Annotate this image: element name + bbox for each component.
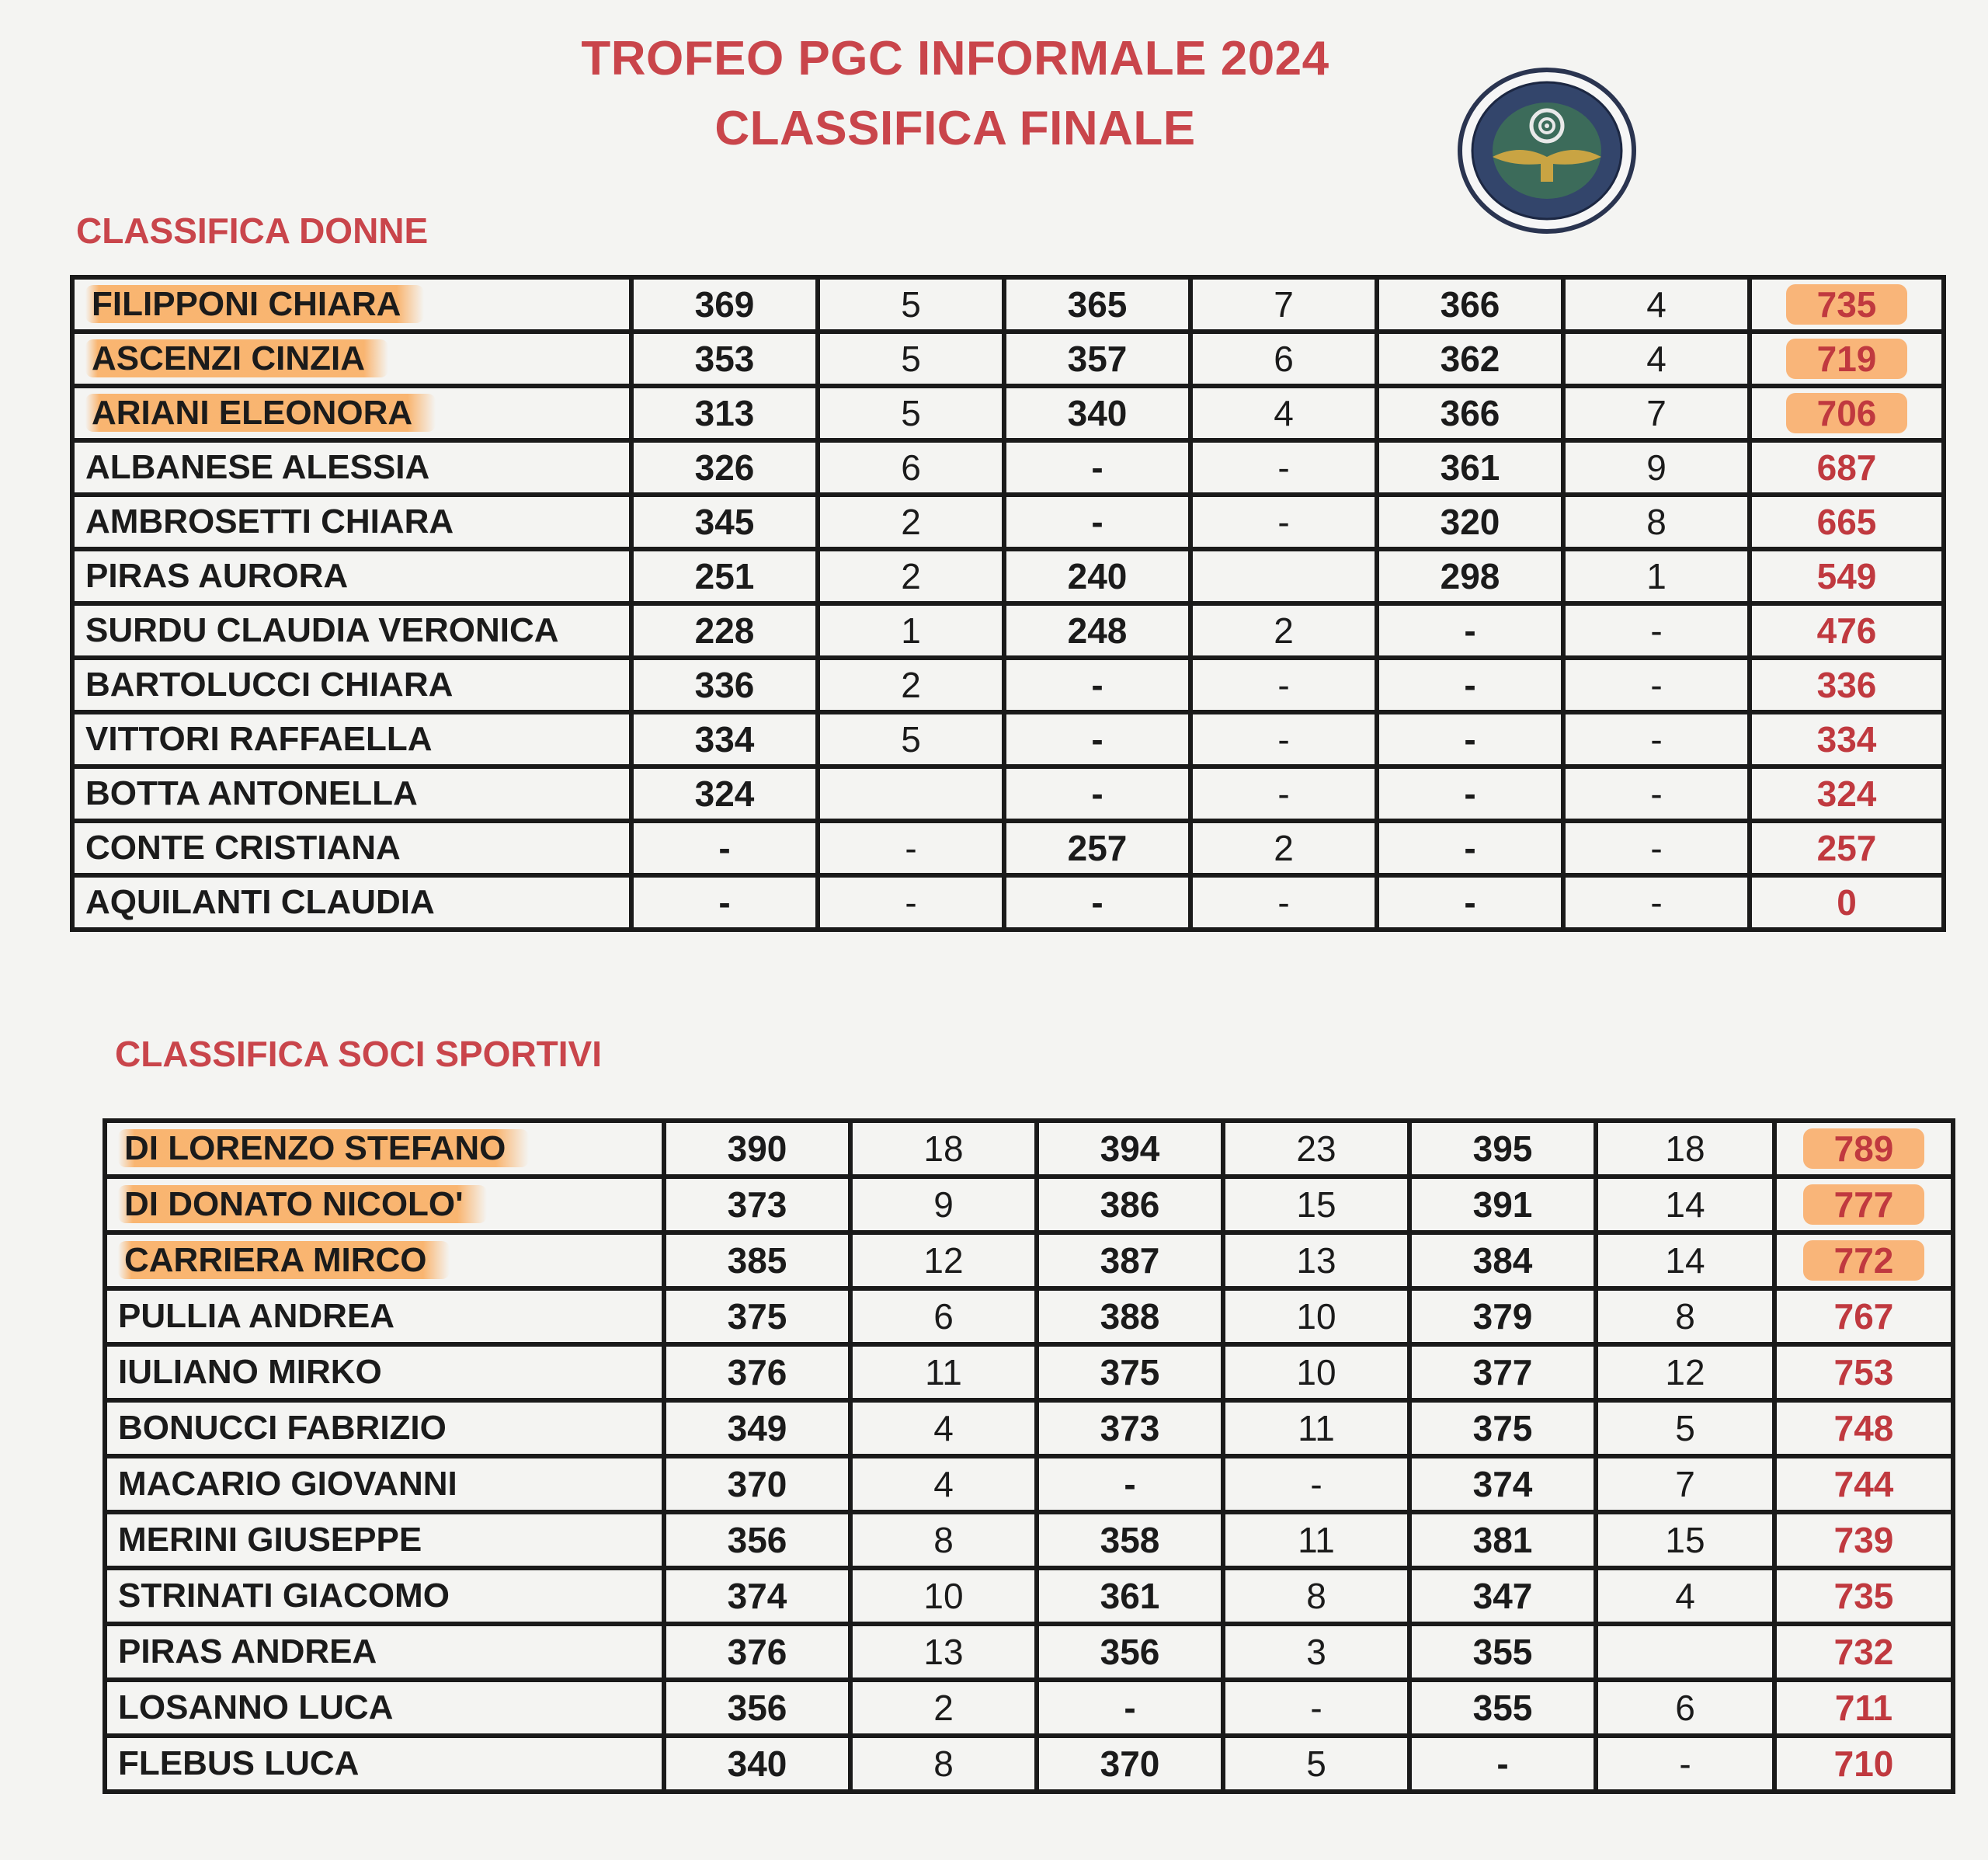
- athlete-name: SURDU CLAUDIA VERONICA: [85, 611, 559, 649]
- x-count-cell: [1596, 1624, 1774, 1680]
- document-subtitle: CLASSIFICA FINALE: [714, 102, 1196, 155]
- x-count-cell: 5: [818, 386, 1004, 440]
- score-cell: 379: [1409, 1288, 1596, 1344]
- total-value: 748: [1833, 1408, 1894, 1448]
- athlete-name-cell: [72, 495, 631, 549]
- x-count-cell: 12: [1596, 1344, 1774, 1400]
- x-count-cell: 5: [1223, 1736, 1409, 1792]
- score-cell: -: [1377, 821, 1563, 875]
- total-value: 476: [1816, 610, 1877, 651]
- total-cell: [1750, 440, 1944, 495]
- score-cell: 373: [664, 1177, 850, 1232]
- x-count-cell: 9: [850, 1177, 1037, 1232]
- x-count-cell: [818, 767, 1004, 821]
- score-cell: 240: [1004, 549, 1190, 603]
- score-cell: -: [1004, 875, 1190, 930]
- score-cell: 387: [1037, 1232, 1223, 1288]
- total-cell: [1750, 332, 1944, 386]
- athlete-name: AMBROSETTI CHIARA: [85, 502, 454, 541]
- athlete-name-cell: [72, 277, 631, 332]
- athlete-name: ARIANI ELEONORA: [85, 394, 436, 432]
- score-cell: 334: [631, 712, 818, 767]
- athlete-name-cell: [105, 1512, 664, 1568]
- score-cell: 336: [631, 658, 818, 712]
- athlete-name-cell: [105, 1680, 664, 1736]
- x-count-cell: 7: [1190, 277, 1377, 332]
- x-count-cell: -: [1190, 658, 1377, 712]
- athlete-name-cell: [105, 1344, 664, 1400]
- x-count-cell: -: [1190, 712, 1377, 767]
- athlete-name-cell: [72, 440, 631, 495]
- x-count-cell: 15: [1596, 1512, 1774, 1568]
- x-count-cell: 13: [1223, 1232, 1409, 1288]
- table-row: [72, 767, 1944, 821]
- x-count-cell: 13: [850, 1624, 1037, 1680]
- total-value: 711: [1834, 1688, 1893, 1728]
- total-value: 687: [1816, 447, 1877, 488]
- members-ranking-heading: CLASSIFICA SOCI SPORTIVI: [115, 1034, 603, 1074]
- score-cell: 365: [1004, 277, 1190, 332]
- score-cell: 353: [631, 332, 818, 386]
- women-ranking-table: [70, 275, 1946, 932]
- total-cell: [1750, 821, 1944, 875]
- total-value: 706: [1786, 393, 1908, 433]
- score-cell: 340: [664, 1736, 850, 1792]
- score-cell: 390: [664, 1121, 850, 1177]
- total-cell: [1750, 549, 1944, 603]
- x-count-cell: 2: [818, 495, 1004, 549]
- score-cell: 355: [1409, 1680, 1596, 1736]
- athlete-name: FILIPPONI CHIARA: [85, 285, 424, 323]
- athlete-name-cell: [105, 1288, 664, 1344]
- athlete-name: BARTOLUCCI CHIARA: [85, 666, 454, 704]
- athlete-name-cell: [72, 712, 631, 767]
- table-row: [72, 603, 1944, 658]
- score-cell: 366: [1377, 386, 1563, 440]
- total-cell: [1750, 875, 1944, 930]
- table-row: [72, 875, 1944, 930]
- score-cell: 356: [664, 1512, 850, 1568]
- x-count-cell: 11: [1223, 1512, 1409, 1568]
- total-cell: [1774, 1344, 1953, 1400]
- athlete-name: DI DONATO NICOLO': [118, 1185, 487, 1223]
- athlete-name-cell: [105, 1624, 664, 1680]
- x-count-cell: 18: [850, 1121, 1037, 1177]
- total-cell: [1750, 495, 1944, 549]
- score-cell: 361: [1377, 440, 1563, 495]
- score-cell: 373: [1037, 1400, 1223, 1456]
- score-cell: 257: [1004, 821, 1190, 875]
- x-count-cell: 14: [1596, 1177, 1774, 1232]
- score-cell: 375: [1409, 1400, 1596, 1456]
- score-cell: 366: [1377, 277, 1563, 332]
- table-row: [72, 495, 1944, 549]
- total-cell: [1774, 1680, 1953, 1736]
- athlete-name: STRINATI GIACOMO: [118, 1577, 450, 1615]
- athlete-name-cell: [105, 1568, 664, 1624]
- x-count-cell: 6: [850, 1288, 1037, 1344]
- x-count-cell: 12: [850, 1232, 1037, 1288]
- athlete-name: ASCENZI CINZIA: [85, 339, 388, 377]
- score-cell: 345: [631, 495, 818, 549]
- score-cell: 324: [631, 767, 818, 821]
- athlete-name-cell: [72, 767, 631, 821]
- x-count-cell: 5: [818, 277, 1004, 332]
- x-count-cell: -: [1596, 1736, 1774, 1792]
- athlete-name: BOTTA ANTONELLA: [85, 774, 418, 812]
- score-cell: 356: [664, 1680, 850, 1736]
- total-value: 719: [1786, 339, 1908, 379]
- athlete-name-cell: [72, 386, 631, 440]
- x-count-cell: 4: [1596, 1568, 1774, 1624]
- total-cell: [1750, 658, 1944, 712]
- total-value: 767: [1833, 1296, 1894, 1337]
- x-count-cell: 8: [1223, 1568, 1409, 1624]
- x-count-cell: 7: [1563, 386, 1750, 440]
- table-row: [105, 1568, 1953, 1624]
- score-cell: 228: [631, 603, 818, 658]
- score-cell: 320: [1377, 495, 1563, 549]
- total-value: 336: [1816, 665, 1877, 705]
- club-seal-logo: [1454, 65, 1640, 236]
- x-count-cell: 6: [818, 440, 1004, 495]
- x-count-cell: -: [1190, 495, 1377, 549]
- x-count-cell: 2: [1190, 821, 1377, 875]
- score-cell: 385: [664, 1232, 850, 1288]
- athlete-name: PIRAS ANDREA: [118, 1632, 377, 1671]
- score-cell: 374: [664, 1568, 850, 1624]
- x-count-cell: 10: [1223, 1288, 1409, 1344]
- total-value: 257: [1816, 828, 1877, 868]
- score-cell: 358: [1037, 1512, 1223, 1568]
- table-row: [105, 1400, 1953, 1456]
- document-title: TROFEO PGC INFORMALE 2024: [581, 32, 1329, 85]
- score-cell: 369: [631, 277, 818, 332]
- total-value: 0: [1837, 882, 1857, 923]
- x-count-cell: 10: [850, 1568, 1037, 1624]
- athlete-name: CONTE CRISTIANA: [85, 829, 401, 867]
- athlete-name: CARRIERA MIRCO: [118, 1241, 450, 1279]
- athlete-name-cell: [72, 821, 631, 875]
- athlete-name: ALBANESE ALESSIA: [85, 448, 430, 486]
- table-row: [105, 1456, 1953, 1512]
- total-cell: [1750, 277, 1944, 332]
- total-value: 665: [1816, 502, 1877, 542]
- score-cell: 386: [1037, 1177, 1223, 1232]
- score-cell: -: [1377, 658, 1563, 712]
- athlete-name-cell: [72, 549, 631, 603]
- score-cell: -: [1377, 712, 1563, 767]
- score-cell: 395: [1409, 1121, 1596, 1177]
- table-row: [72, 277, 1944, 332]
- x-count-cell: 10: [1223, 1344, 1409, 1400]
- x-count-cell: -: [1563, 875, 1750, 930]
- score-cell: -: [1004, 767, 1190, 821]
- x-count-cell: 18: [1596, 1121, 1774, 1177]
- total-cell: [1774, 1456, 1953, 1512]
- x-count-cell: 8: [1596, 1288, 1774, 1344]
- score-cell: -: [1377, 767, 1563, 821]
- athlete-name-cell: [105, 1456, 664, 1512]
- score-cell: 340: [1004, 386, 1190, 440]
- score-cell: 361: [1037, 1568, 1223, 1624]
- athlete-name-cell: [105, 1736, 664, 1792]
- athlete-name: IULIANO MIRKO: [118, 1353, 382, 1391]
- score-cell: -: [1004, 495, 1190, 549]
- x-count-cell: 8: [850, 1512, 1037, 1568]
- score-cell: 377: [1409, 1344, 1596, 1400]
- table-row: [105, 1736, 1953, 1792]
- x-count-cell: [1190, 549, 1377, 603]
- score-cell: 370: [664, 1456, 850, 1512]
- total-cell: [1774, 1177, 1953, 1232]
- athlete-name-cell: [72, 875, 631, 930]
- x-count-cell: 2: [850, 1680, 1037, 1736]
- x-count-cell: 2: [1190, 603, 1377, 658]
- table-row: [105, 1512, 1953, 1568]
- total-value: 777: [1803, 1184, 1925, 1225]
- score-cell: 391: [1409, 1177, 1596, 1232]
- table-row: [105, 1680, 1953, 1736]
- members-ranking-table: [103, 1118, 1955, 1794]
- table-row: [72, 549, 1944, 603]
- x-count-cell: 4: [850, 1400, 1037, 1456]
- score-cell: 298: [1377, 549, 1563, 603]
- athlete-name: PIRAS AURORA: [85, 557, 349, 595]
- table-row: [105, 1121, 1953, 1177]
- x-count-cell: 14: [1596, 1232, 1774, 1288]
- score-cell: -: [1004, 440, 1190, 495]
- total-cell: [1750, 603, 1944, 658]
- total-value: 735: [1833, 1576, 1894, 1616]
- athlete-name: MACARIO GIOVANNI: [118, 1465, 457, 1503]
- table-row: [72, 332, 1944, 386]
- score-cell: 362: [1377, 332, 1563, 386]
- x-count-cell: -: [818, 821, 1004, 875]
- x-count-cell: -: [1190, 440, 1377, 495]
- total-cell: [1774, 1568, 1953, 1624]
- score-cell: 388: [1037, 1288, 1223, 1344]
- total-value: 772: [1803, 1240, 1925, 1281]
- table-row: [72, 712, 1944, 767]
- total-value: 735: [1786, 284, 1908, 325]
- score-cell: 313: [631, 386, 818, 440]
- total-cell: [1750, 767, 1944, 821]
- x-count-cell: 4: [1190, 386, 1377, 440]
- score-cell: -: [1377, 603, 1563, 658]
- table-row: [72, 658, 1944, 712]
- total-value: 739: [1833, 1520, 1894, 1560]
- x-count-cell: 11: [850, 1344, 1037, 1400]
- athlete-name: BONUCCI FABRIZIO: [118, 1409, 447, 1447]
- score-cell: 349: [664, 1400, 850, 1456]
- score-cell: 376: [664, 1344, 850, 1400]
- x-count-cell: -: [1190, 875, 1377, 930]
- score-cell: -: [631, 875, 818, 930]
- x-count-cell: -: [1563, 821, 1750, 875]
- x-count-cell: 8: [850, 1736, 1037, 1792]
- score-cell: 381: [1409, 1512, 1596, 1568]
- score-cell: 357: [1004, 332, 1190, 386]
- score-cell: -: [631, 821, 818, 875]
- total-cell: [1774, 1400, 1953, 1456]
- x-count-cell: -: [818, 875, 1004, 930]
- score-cell: 347: [1409, 1568, 1596, 1624]
- total-value: 324: [1816, 774, 1877, 814]
- x-count-cell: 7: [1596, 1456, 1774, 1512]
- score-cell: 384: [1409, 1232, 1596, 1288]
- x-count-cell: -: [1563, 658, 1750, 712]
- total-value: 732: [1833, 1632, 1894, 1672]
- x-count-cell: 4: [850, 1456, 1037, 1512]
- x-count-cell: -: [1223, 1680, 1409, 1736]
- x-count-cell: 5: [818, 712, 1004, 767]
- score-cell: 251: [631, 549, 818, 603]
- x-count-cell: 1: [818, 603, 1004, 658]
- x-count-cell: -: [1223, 1456, 1409, 1512]
- athlete-name-cell: [72, 603, 631, 658]
- total-cell: [1774, 1288, 1953, 1344]
- total-value: 710: [1833, 1744, 1894, 1784]
- total-value: 753: [1833, 1352, 1894, 1392]
- x-count-cell: 5: [1596, 1400, 1774, 1456]
- x-count-cell: 11: [1223, 1400, 1409, 1456]
- total-cell: [1774, 1121, 1953, 1177]
- x-count-cell: 4: [1563, 277, 1750, 332]
- x-count-cell: 23: [1223, 1121, 1409, 1177]
- score-cell: -: [1377, 875, 1563, 930]
- athlete-name: PULLIA ANDREA: [118, 1297, 395, 1335]
- total-cell: [1774, 1736, 1953, 1792]
- athlete-name-cell: [105, 1400, 664, 1456]
- total-cell: [1774, 1232, 1953, 1288]
- athlete-name: MERINI GIUSEPPE: [118, 1521, 422, 1559]
- athlete-name: AQUILANTI CLAUDIA: [85, 883, 435, 921]
- x-count-cell: 3: [1223, 1624, 1409, 1680]
- x-count-cell: -: [1190, 767, 1377, 821]
- total-value: 789: [1803, 1128, 1925, 1169]
- total-value: 549: [1816, 556, 1877, 596]
- athlete-name-cell: [105, 1177, 664, 1232]
- athlete-name: FLEBUS LUCA: [118, 1744, 360, 1782]
- x-count-cell: 6: [1190, 332, 1377, 386]
- score-cell: 376: [664, 1624, 850, 1680]
- x-count-cell: -: [1563, 767, 1750, 821]
- total-value: 334: [1816, 719, 1877, 760]
- athlete-name: DI LORENZO STEFANO: [118, 1129, 529, 1167]
- score-cell: 355: [1409, 1624, 1596, 1680]
- total-cell: [1750, 712, 1944, 767]
- athlete-name: VITTORI RAFFAELLA: [85, 720, 433, 758]
- score-cell: -: [1004, 712, 1190, 767]
- table-row: [105, 1177, 1953, 1232]
- score-cell: 374: [1409, 1456, 1596, 1512]
- x-count-cell: 4: [1563, 332, 1750, 386]
- total-value: 744: [1833, 1464, 1894, 1504]
- x-count-cell: 15: [1223, 1177, 1409, 1232]
- x-count-cell: 2: [818, 549, 1004, 603]
- score-cell: 375: [664, 1288, 850, 1344]
- table-row: [72, 386, 1944, 440]
- total-cell: [1750, 386, 1944, 440]
- table-row: [105, 1344, 1953, 1400]
- score-cell: -: [1004, 658, 1190, 712]
- women-ranking-heading: CLASSIFICA DONNE: [76, 210, 429, 251]
- x-count-cell: -: [1563, 603, 1750, 658]
- table-row: [105, 1624, 1953, 1680]
- athlete-name-cell: [105, 1121, 664, 1177]
- score-cell: 326: [631, 440, 818, 495]
- x-count-cell: -: [1563, 712, 1750, 767]
- athlete-name-cell: [105, 1232, 664, 1288]
- table-row: [72, 821, 1944, 875]
- x-count-cell: 1: [1563, 549, 1750, 603]
- score-cell: 394: [1037, 1121, 1223, 1177]
- athlete-name: LOSANNO LUCA: [118, 1688, 394, 1726]
- x-count-cell: 6: [1596, 1680, 1774, 1736]
- x-count-cell: 8: [1563, 495, 1750, 549]
- score-cell: 356: [1037, 1624, 1223, 1680]
- table-row: [105, 1232, 1953, 1288]
- table-row: [105, 1288, 1953, 1344]
- score-cell: -: [1037, 1680, 1223, 1736]
- score-cell: -: [1409, 1736, 1596, 1792]
- score-cell: 370: [1037, 1736, 1223, 1792]
- x-count-cell: 2: [818, 658, 1004, 712]
- total-cell: [1774, 1512, 1953, 1568]
- score-cell: -: [1037, 1456, 1223, 1512]
- x-count-cell: 9: [1563, 440, 1750, 495]
- x-count-cell: 5: [818, 332, 1004, 386]
- score-cell: 375: [1037, 1344, 1223, 1400]
- athlete-name-cell: [72, 658, 631, 712]
- athlete-name-cell: [72, 332, 631, 386]
- table-row: [72, 440, 1944, 495]
- score-cell: 248: [1004, 603, 1190, 658]
- total-cell: [1774, 1624, 1953, 1680]
